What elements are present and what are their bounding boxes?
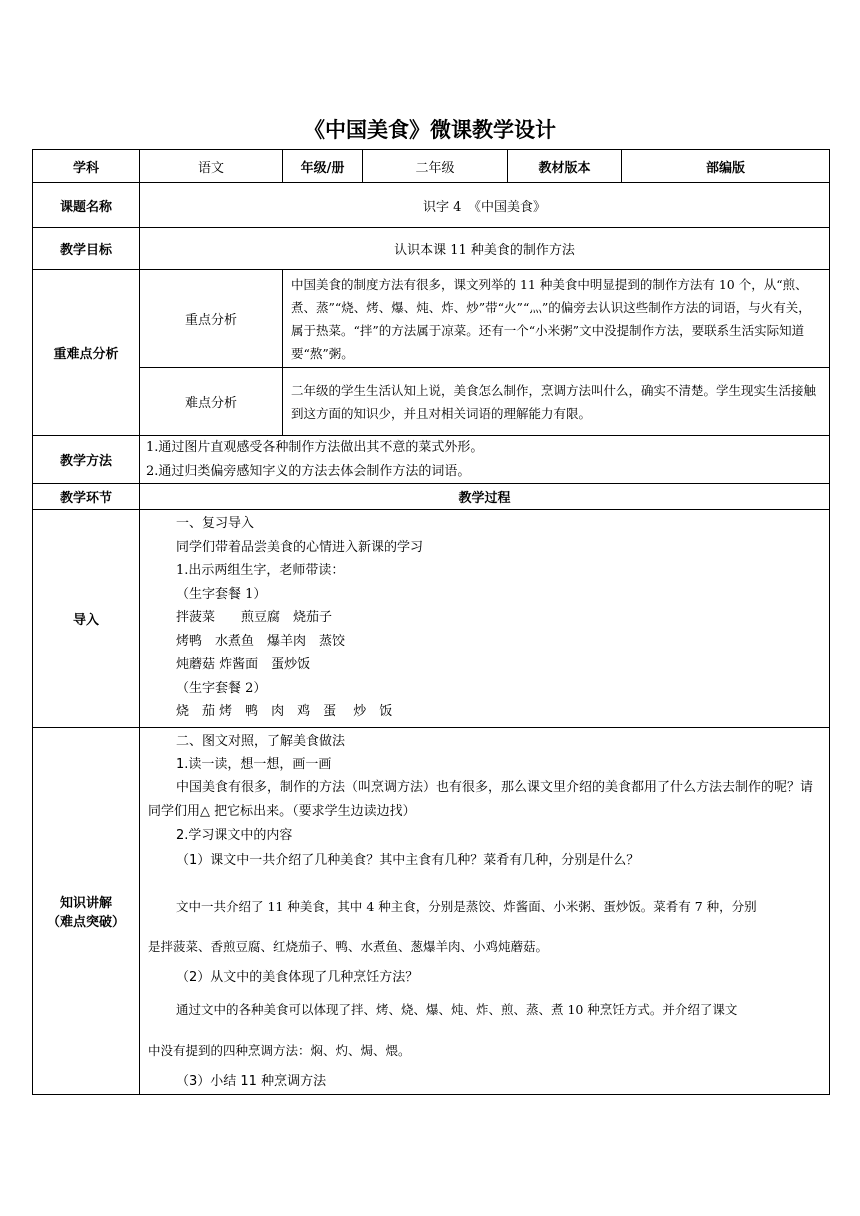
analysis-label: 重难点分析 [33, 270, 140, 436]
knowledge-line: 通过文中的各种美食可以体现了拌、烤、烧、爆、炖、炸、煎、蒸、煮 10 种烹饪方式。并介绍了课文 [176, 1002, 738, 1017]
knowledge-line: 2.学习课文中的内容 [176, 828, 293, 843]
grade-value: 二年级 [363, 150, 508, 183]
knowledge-line: 二、图文对照，了解美食做法 [176, 734, 346, 749]
key-analysis-label: 重点分析 [140, 270, 283, 368]
intro-line: 1.出示两组生字，老师带读： [176, 563, 345, 578]
intro-line: （生字套餐 2） [176, 680, 267, 696]
intro-label: 导入 [33, 510, 140, 728]
subject-value: 语文 [140, 150, 283, 183]
knowledge-line: 是拌菠菜、香煎豆腐、红烧茄子、鸭、水煮鱼、葱爆羊肉、小鸡炖蘑菇。 [148, 939, 549, 954]
topic-value: 识字 4 《中国美食》 [140, 183, 830, 228]
method-line-1: 1.通过图片直观感受各种制作方法做出其不意的菜式外形。 [146, 440, 484, 455]
knowledge-label-line-2: （难点突破） [46, 915, 125, 930]
intro-line: （生字套餐 1） [176, 586, 267, 602]
knowledge-line: （1）课文中一共介绍了几种美食？其中主食有几种？菜肴有几种，分别是什么？ [176, 853, 640, 868]
key-analysis-row [33, 270, 830, 368]
knowledge-line: 文中一共介绍了 11 种美食，其中 4 种主食，分别是蒸饺、炸酱面、小米粥、蛋炒饭。菜肴有 7 种，分别 [176, 899, 757, 914]
intro-line: 拌菠菜 煎豆腐 烧茄子 [176, 610, 333, 625]
topic-row [33, 183, 830, 228]
knowledge-line: 1.读一读，想一想，画一画 [176, 757, 332, 772]
knowledge-line: 中没有提到的四种烹调方法：焖、灼、焗、煨。 [148, 1043, 411, 1058]
difficulty-analysis-row [33, 368, 830, 436]
knowledge-label [33, 728, 140, 1095]
intro-line: 烧 茄 烤 鸭 肉 鸡 蛋 炒 饭 [176, 704, 393, 719]
process-value: 教学过程 [140, 484, 830, 510]
topic-label: 课题名称 [33, 183, 140, 228]
page-title: 《中国美食》微课教学设计 [304, 118, 556, 142]
goal-row [33, 228, 830, 270]
knowledge-line: （2）从文中的美食体现了几种烹饪方法？ [176, 970, 419, 985]
intro-line: 烤鸭 水煮鱼 爆羊肉 蒸饺 [176, 633, 346, 649]
method-line-2: 2.通过归类偏旁感知字义的方法去体会制作方法的词语。 [146, 463, 471, 479]
edition-value: 部编版 [622, 150, 830, 183]
intro-line: 一、复习导入 [176, 516, 255, 531]
difficulty-analysis-label: 难点分析 [140, 368, 283, 436]
key-analysis-text: 中国美食的制度方法有很多，课文列举的 11 种美食中明显提到的制作方法有 10 个，从“煎、煮、蒸”“烧、烤、爆、炖、炸、炒”带“火”“灬”的偏旁去认识这些制作方法的词语，与火有关，属于热菜。“拌”的方法属于凉菜。还有一个“小米粥”文中没提制作方法，要联系生活实际知道要“熬”粥。 [291, 276, 811, 361]
intro-row [33, 510, 830, 728]
difficulty-analysis-text: 二年级的学生生活认知上说，美食怎么制作，烹调方法叫什么，确实不清楚。学生现实生活接触到这方面的知识少，并且对相关词语的理解能力有限。 [291, 382, 817, 421]
knowledge-line: （3）小结 11 种烹调方法 [176, 1074, 327, 1089]
process-label: 教学环节 [33, 484, 140, 510]
knowledge-line: 中国美食有很多，制作的方法（叫烹调方法）也有很多，那么课文里介绍的美食都用了什么方法去制作的呢？请同学们用△ 把它标出来。（要求学生边读边找） [148, 780, 814, 819]
goal-label: 教学目标 [33, 228, 140, 270]
lesson-plan-table [32, 149, 830, 1095]
process-header-row [33, 484, 830, 510]
subject-label: 学科 [33, 150, 140, 183]
edition-label: 教材版本 [508, 150, 622, 183]
goal-value: 认识本课 11 种美食的制作方法 [140, 228, 830, 270]
method-row [33, 436, 830, 484]
subject-row [33, 150, 830, 183]
grade-label: 年级/册 [283, 150, 363, 183]
method-label: 教学方法 [33, 436, 140, 484]
intro-line: 炖蘑菇 炸酱面 蛋炒饭 [176, 657, 311, 672]
intro-line: 同学们带着品尝美食的心情进入新课的学习 [176, 539, 424, 555]
knowledge-label-line-1: 知识讲解 [59, 896, 112, 911]
knowledge-row [33, 728, 830, 1095]
